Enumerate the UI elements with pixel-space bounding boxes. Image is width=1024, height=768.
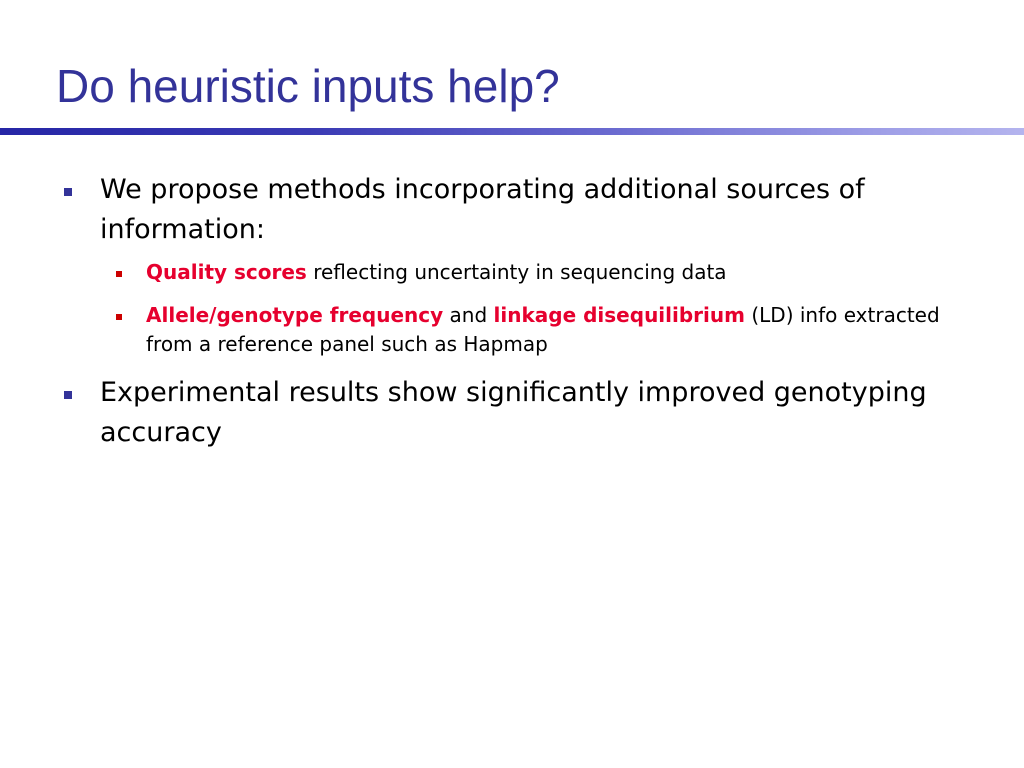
bullet-item xyxy=(60,170,980,250)
sub-bullet-text: (LD) info extracted from a reference panel such as Hapmap xyxy=(146,303,940,356)
sub-bullet-text: reflecting uncertainty in sequencing data xyxy=(306,260,727,284)
emphasis-text: Quality scores xyxy=(146,260,307,284)
emphasis-text: Allele/genotype frequency xyxy=(146,303,444,327)
square-bullet-icon xyxy=(64,391,72,399)
square-bullet-icon xyxy=(116,271,122,277)
sub-bullet-text: and xyxy=(443,303,494,327)
sub-bullet-item xyxy=(60,258,980,287)
bullet-item xyxy=(60,373,980,453)
slide-title: Do heuristic inputs help? xyxy=(56,60,560,112)
bullet-text: We propose methods incorporating additional sources of information: xyxy=(100,174,865,245)
bullet-text: Experimental results show significantly improved genotyping accuracy xyxy=(100,377,927,448)
emphasis-text: linkage disequilibrium xyxy=(493,303,745,327)
title-divider xyxy=(0,128,1024,135)
slide-body xyxy=(60,170,980,453)
square-bullet-icon xyxy=(64,188,72,196)
sub-bullet-item xyxy=(60,301,980,359)
square-bullet-icon xyxy=(116,314,122,320)
sub-bullet-list xyxy=(60,258,980,359)
